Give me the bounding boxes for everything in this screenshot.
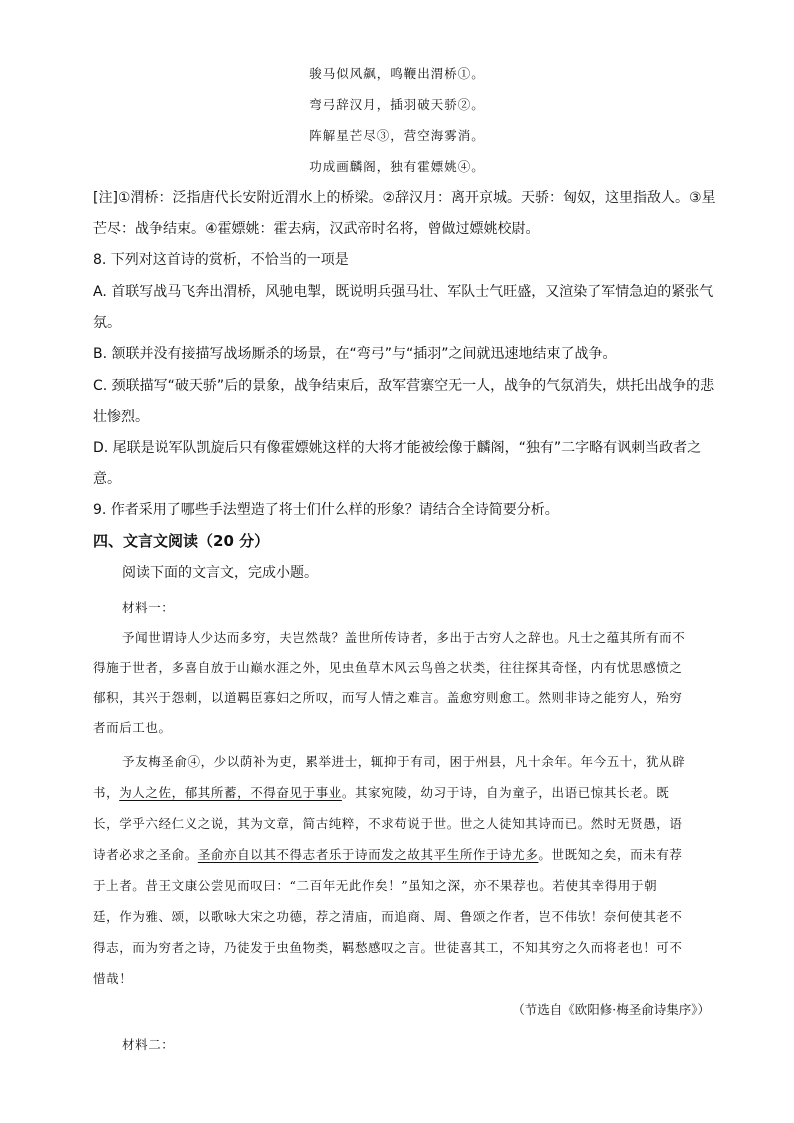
option-d: D. 尾联是说军队凯旋后只有像霍嫖姚这样的大将才能被绘像于麟阁，“独有”二字略有讽刺当政者之: [93, 440, 702, 456]
note-line: [注]①渭桥：泛指唐代长安附近渭水上的桥梁。②辞汉月：离开京城。天骄：匈奴，这里指敌人。③星: [93, 190, 716, 206]
poem-line: 阵解星芒尽③，营空海雾消。: [309, 128, 485, 143]
passage-text: 。其家宛陵，幼习于诗，自为童子，出语已惊其长老。既: [341, 785, 670, 800]
section-heading: 四、文言文阅读（20 分）: [93, 532, 270, 550]
question-9: 9. 作者采用了哪些手法塑造了将士们什么样的形象？请结合全诗简要分析。: [93, 502, 559, 518]
note-line: 芒尽：战争结束。④霍嫖姚：霍去病，汉武帝时名将，曾做过嫖姚校尉。: [93, 221, 540, 237]
passage-line: 予友梅圣俞④，少以荫补为吏，累举进士，辄抑于有司，困于州县，凡十余年。年今五十，犹从辟: [122, 754, 686, 769]
passage-line: 者而后工也。: [93, 720, 172, 735]
underlined-sentence: 为人之佐，郁其所蓄，不得奋见于事业: [119, 785, 342, 800]
passage-line: 予闻世谓诗人少达而多穷，夫岂然哉？盖世所传诗者，多出于古穷人之辞也。凡士之蕴其所有而不: [122, 630, 686, 645]
option-c: C. 颈联描写“破天骄”后的景象，战争结束后，敌军营寨空无一人，战争的气氛消失，烘托出战争的悲: [93, 378, 715, 394]
passage-line: [93, 783, 713, 801]
passage-text: 书，: [93, 785, 120, 800]
poem-line: 骏马似风飙，鸣鞭出渭桥①。: [309, 66, 485, 81]
option-a-cont: 氛。: [93, 315, 121, 331]
poem-line: 功成画麟阁，独有霍嫖姚④。: [309, 159, 485, 174]
material-1-label: 材料一：: [122, 600, 175, 615]
poem-line: 弯弓辞汉月，插羽破天骄②。: [309, 97, 485, 112]
passage-line: 郁积，其兴于怨刺，以道羁臣寡妇之所叹，而写人情之难言。盖愈穷则愈工。然则非诗之能穷人，殆穷: [93, 690, 683, 705]
passage-line: 长，学乎六经仁义之说，其为文章，简古纯粹，不求苟说于世。世之人徒知其诗而已。然时无贤愚，语: [93, 816, 683, 831]
passage-line: [93, 845, 713, 863]
option-b: B. 颔联并没有接描写战场厮杀的场景，在“弯弓”与“插羽”之间就迅速地结束了战争。: [93, 346, 617, 362]
passage-line: 得志，而为穷者之诗，乃徒发于虫鱼物类，羁愁感叹之言。世徒喜其工，不知其穷之久而将老也！可不: [93, 940, 683, 955]
source-citation: （节选自《欧阳修·梅圣俞诗集序》）: [512, 1002, 710, 1017]
passage-text: 。世既知之矣，而未有荐: [538, 847, 683, 862]
material-2-label: 材料二：: [122, 1037, 175, 1052]
passage-line: 惜哉！: [93, 971, 133, 986]
option-c-cont: 壮惨烈。: [93, 409, 149, 425]
underlined-sentence: 圣俞亦自以其不得志者乐于诗而发之故其平生所作于诗尤多: [197, 847, 539, 862]
option-d-cont: 意。: [93, 471, 121, 487]
question-8-stem: 8. 下列对这首诗的赏析，不恰当的一项是: [93, 252, 349, 268]
passage-text: 诗者必求之圣俞。: [93, 847, 198, 862]
option-a: A. 首联写战马飞奔出渭桥，风驰电掣，既说明兵强马壮、军队士气旺盛，又渲染了军情急迫的紧张气: [93, 284, 714, 300]
passage-line: 得施于世者，多喜自放于山巅水涯之外，见虫鱼草木风云鸟兽之状类，往往探其奇怪，内有忧思感愤之: [93, 660, 683, 675]
passage-line: 廷，作为雅、颂，以歌咏大宋之功德，荐之清庙，而追商、周、鲁颂之作者，岂不伟欤！奈何使其老不: [93, 909, 683, 924]
section-intro: 阅读下面的文言文，完成小题。: [122, 565, 318, 581]
passage-line: 于上者。昔王文康公尝见而叹曰：“二百年无此作矣！”虽知之深，亦不果荐也。若使其幸得用于朝: [93, 878, 658, 893]
